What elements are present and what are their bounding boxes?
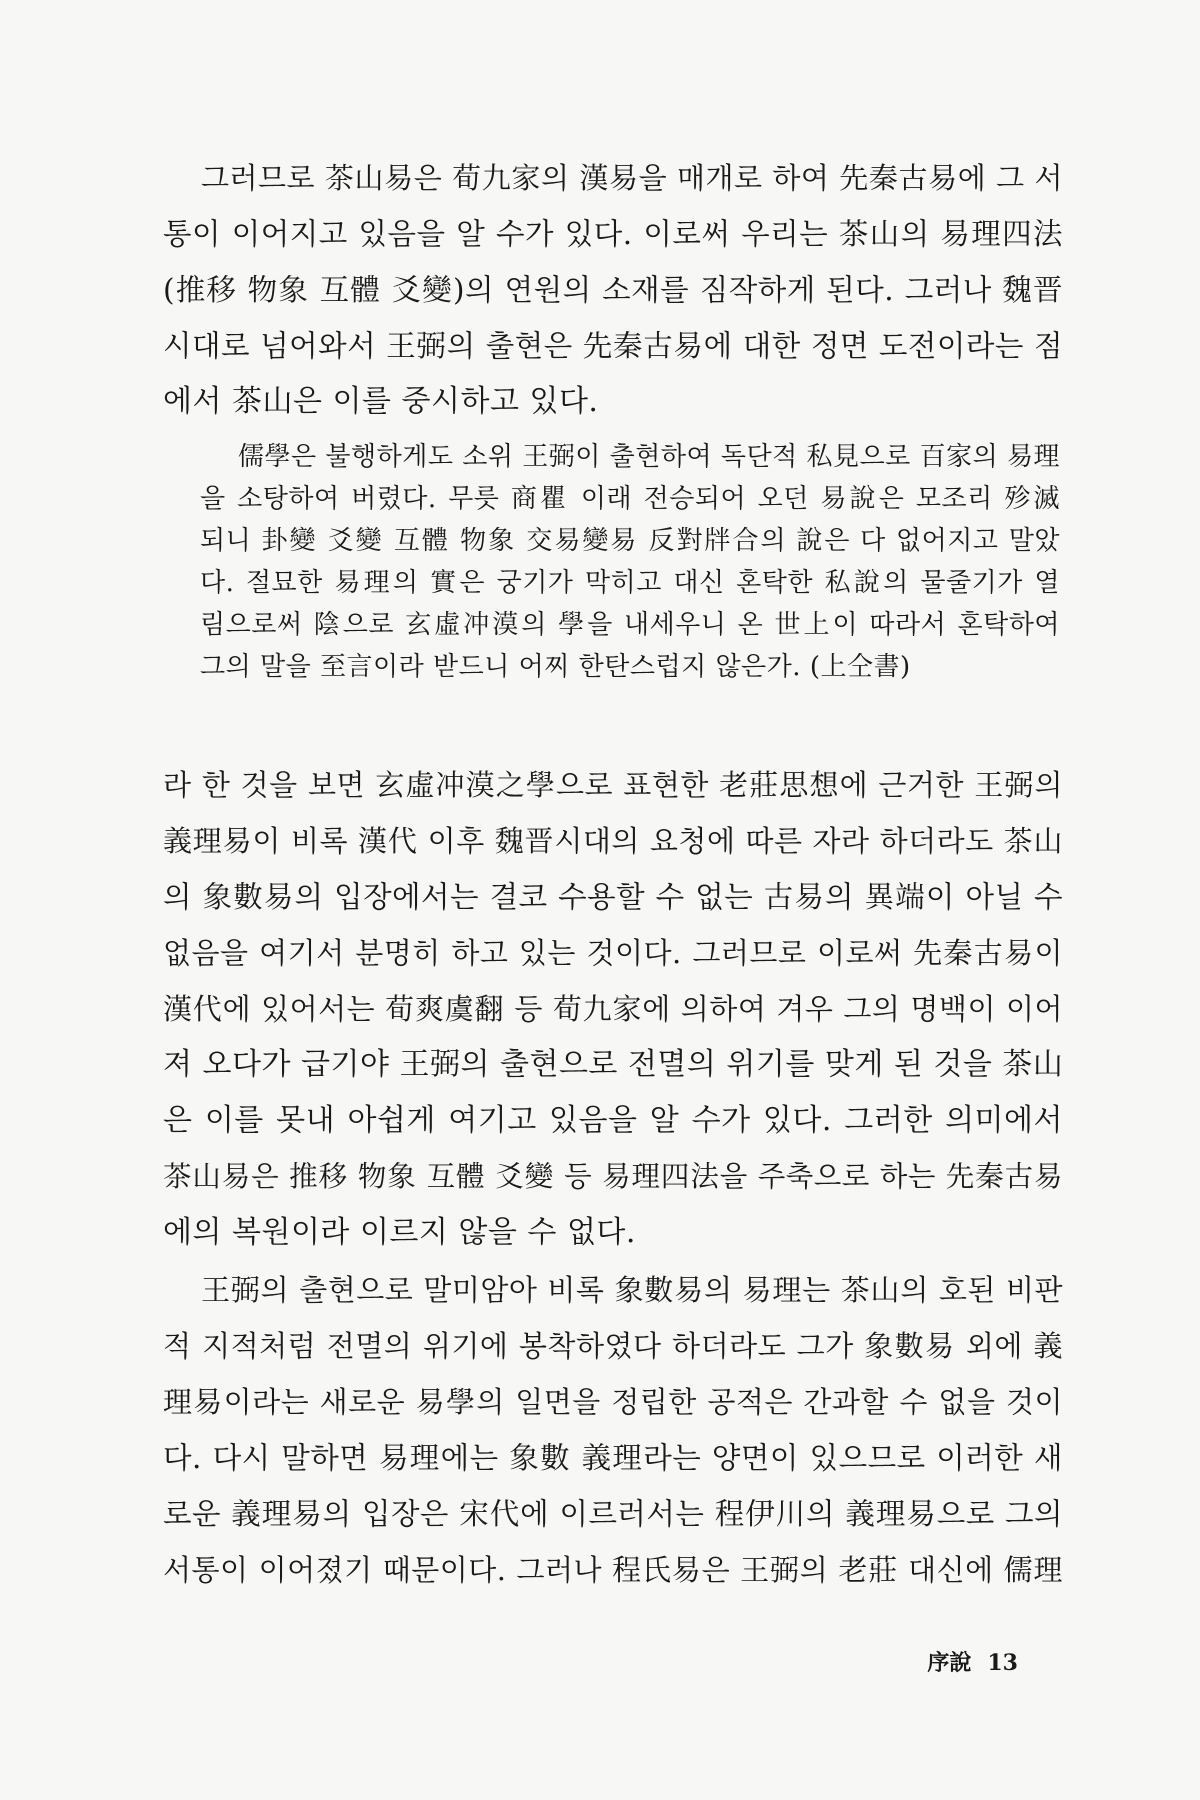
text-line: 다. 다시 말하면 易理에는 象數 義理라는 양면이 있으므로 이러한 새 <box>163 1441 1063 1475</box>
text-line: 義理易이 비록 漢代 이후 魏晋시대의 요청에 따른 자라 하더라도 茶山 <box>163 824 1063 858</box>
text-line: 로운 義理易의 입장은 宋代에 이르러서는 程伊川의 義理易으로 그의 <box>163 1497 1063 1531</box>
quote-line: 을 소탕하여 버렸다. 무릇 商瞿 이래 전승되어 오던 易說은 모조리 殄滅 <box>200 484 1060 514</box>
quote-line: 儒學은 불행하게도 소위 王弼이 출현하여 독단적 私見으로 百家의 易理 <box>238 442 1060 472</box>
text-line: 의 象數易의 입장에서는 결코 수용할 수 없는 古易의 異端이 아닐 수 <box>163 880 1063 914</box>
text-line: 없음을 여기서 분명히 하고 있는 것이다. 그러므로 이로써 先秦古易이 <box>163 936 1063 970</box>
quote-line: 다. 절묘한 易理의 實은 궁기가 막히고 대신 혼탁한 私說의 물줄기가 열 <box>200 568 1060 598</box>
page-number: 13 <box>987 1650 1018 1676</box>
text-line: 理易이라는 새로운 易學의 일면을 정립한 공적은 간과할 수 없을 것이 <box>163 1385 1063 1419</box>
text-line: (推移 物象 互體 爻變)의 연원의 소재를 짐작하게 된다. 그러나 魏晋 <box>163 273 1063 307</box>
quote-line: 되니 卦變 爻變 互體 物象 交易變易 反對牉合의 說은 다 없어지고 말았 <box>200 526 1060 556</box>
text-line: 王弼의 출현으로 말미암아 비록 象數易의 易理는 茶山의 호된 비판 <box>201 1273 1063 1307</box>
block-quote <box>200 436 1060 688</box>
running-section-title: 序說 <box>927 1650 972 1676</box>
paragraph-1 <box>163 150 1063 430</box>
quote-line: 림으로써 陰으로 玄虛冲漠의 學을 내세우니 온 世上이 따라서 혼탁하여 <box>200 610 1060 640</box>
text-line: 시대로 넘어와서 王弼의 출현은 先秦古易에 대한 정면 도전이라는 점 <box>163 329 1063 363</box>
text-line: 적 지적처럼 전멸의 위기에 봉착하였다 하더라도 그가 象數易 외에 義 <box>163 1329 1063 1363</box>
quote-line: 그의 말을 至言이라 받드니 어찌 한탄스럽지 않은가. (上仝書) <box>200 652 911 682</box>
text-line: 라 한 것을 보면 玄虛冲漠之學으로 표현한 老莊思想에 근거한 王弼의 <box>163 768 1063 802</box>
text-line: 통이 이어지고 있음을 알 수가 있다. 이로써 우리는 茶山의 易理四法 <box>163 217 1063 251</box>
text-line: 에의 복원이라 이르지 않을 수 없다. <box>163 1215 636 1250</box>
text-line: 漢代에 있어서는 荀爽虞翻 등 荀九家에 의하여 겨우 그의 명백이 이어 <box>163 992 1063 1026</box>
text-line: 茶山易은 推移 物象 互體 爻變 등 易理四法을 주축으로 하는 先秦古易 <box>163 1160 1063 1193</box>
paragraph-2 <box>163 757 1063 1261</box>
paragraph-3 <box>163 1262 1063 1598</box>
page-footer <box>927 1646 1018 1677</box>
text-line: 서통이 이어졌기 때문이다. 그러나 程氏易은 王弼의 老莊 대신에 儒理 <box>163 1553 1063 1587</box>
text-line: 져 오다가 급기야 王弼의 출현으로 전멸의 위기를 맞게 된 것을 茶山 <box>163 1047 1064 1082</box>
text-line: 그러므로 茶山易은 荀九家의 漢易을 매개로 하여 先秦古易에 그 서 <box>201 161 1063 195</box>
text-line: 에서 茶山은 이를 중시하고 있다. <box>163 384 599 419</box>
text-line: 은 이를 못내 아쉽게 여기고 있음을 알 수가 있다. 그러한 의미에서 <box>163 1103 1063 1138</box>
